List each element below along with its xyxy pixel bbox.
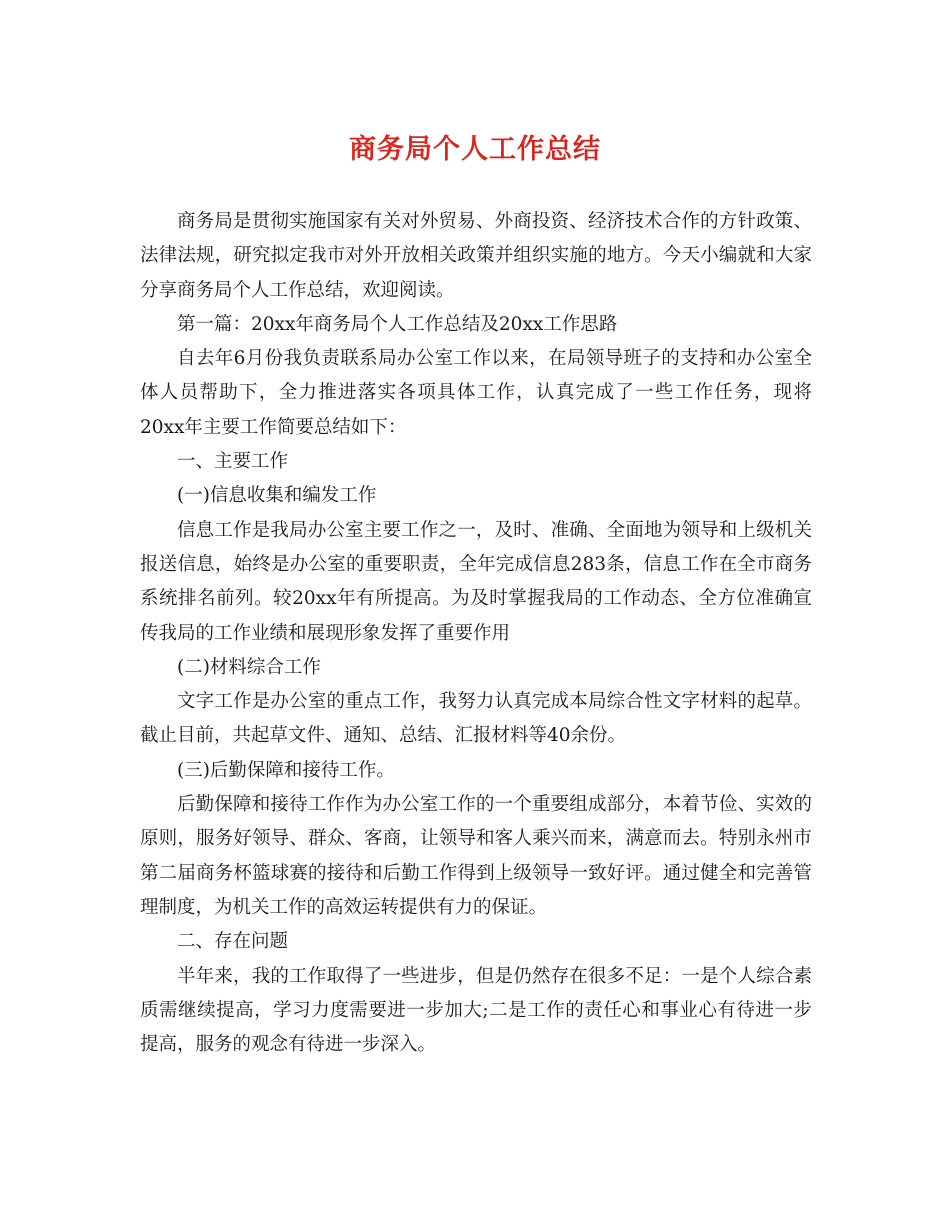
paragraph-problems: 半年来，我的工作取得了一些进步，但是仍然存在很多不足：一是个人综合素质需继续提高，学习力度需要进一步加大;二是工作的责任心和事业心有待进一步提高，服务的观念有待进一步深入。 <box>140 965 812 1056</box>
document-body <box>140 205 812 1062</box>
heading-materials: (二)材料综合工作 <box>177 656 321 678</box>
heading-main-work: 一、主要工作 <box>177 451 289 473</box>
paragraph-materials: 文字工作是办公室的重点工作，我努力认真完成本局综合性文字材料的起草。截止目前，共起草文件、通知、总结、汇报材料等40余份。 <box>140 691 812 747</box>
heading-info-collection: (一)信息收集和编发工作 <box>177 485 377 507</box>
heading-logistics: (三)后勤保障和接待工作。 <box>177 759 395 781</box>
document-title: 商务局个人工作总结 <box>349 134 601 165</box>
paragraph-intro: 商务局是贯彻实施国家有关对外贸易、外商投资、经济技术合作的方针政策、法律法规，研究拟定我市对外开放相关政策并组织实施的地方。今天小编就和大家分享商务局个人工作总结，欢迎阅读。 <box>140 211 812 301</box>
paragraph-info-work: 信息工作是我局办公室主要工作之一，及时、准确、全面地为领导和上级机关报送信息，始终是办公室的重要职责，全年完成信息283条，信息工作在全市商务系统排名前列。较20xx年有所提高。为及时掌握我局的工作动态、全方位准确宣传我局的工作业绩和展现形象发挥了重要作用 <box>140 519 812 644</box>
paragraph-logistics: 后勤保障和接待工作作为办公室工作的一个重要组成部分，本着节俭、实效的原则，服务好领导、群众、客商，让领导和客人乘兴而来，满意而去。特别永州市第二届商务杯篮球赛的接待和后勤工作得到上级领导一致好评。通过健全和完善管理制度，为机关工作的高效运转提供有力的保证。 <box>140 794 812 918</box>
paragraph-opening: 自去年6月份我负责联系局办公室工作以来，在局领导班子的支持和办公室全体人员帮助下，全力推进落实各项具体工作，认真完成了一些工作任务，现将20xx年主要工作简要总结如下： <box>140 348 812 438</box>
heading-problems: 二、存在问题 <box>177 931 289 953</box>
paragraph-section-heading: 第一篇：20xx年商务局个人工作总结及20xx工作思路 <box>177 313 618 335</box>
